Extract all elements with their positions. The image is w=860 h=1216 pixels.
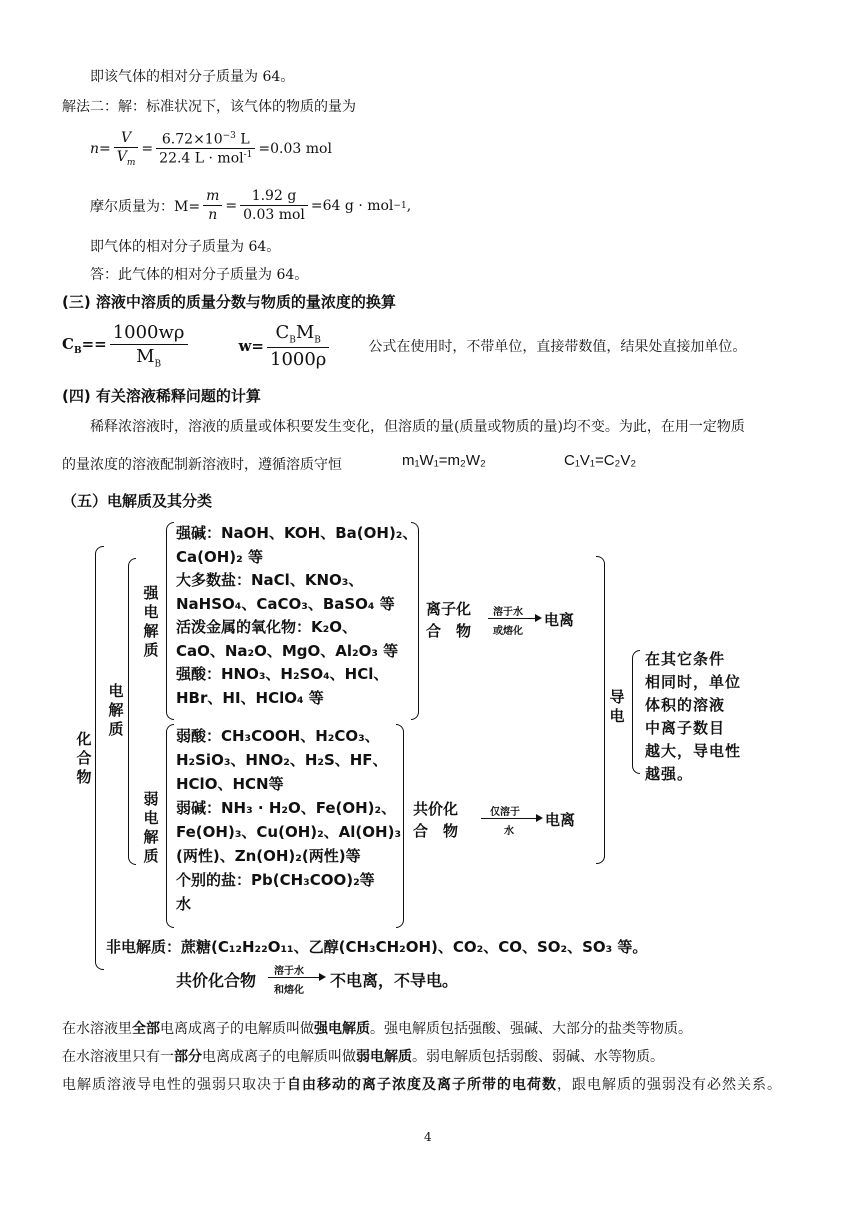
strong-item: 强酸：HNO₃、H₂SO₄、HCl、 (176, 665, 389, 683)
cb-sub: B (73, 346, 82, 357)
molar-mass-result: =64 g · mol (310, 197, 394, 214)
definition-conductivity (62, 1072, 812, 1098)
w-num-sub1: B (289, 335, 296, 346)
moles-frac1-den: V (116, 149, 127, 165)
weak-item: 个别的盐：Pb(CH₃COO)₂等 (176, 871, 375, 889)
w-num-sub2: B (314, 335, 321, 346)
page-number: 4 (424, 1130, 432, 1144)
moles-lhs: n= (90, 140, 111, 157)
covalent-line-2: 合 物 (413, 822, 459, 840)
molar-mass-equation: 摩尔质量为：M= $\frac{m}{n}$ = $\frac{1.92 g}{\text{0.03 mol}}$ =64 g · mol −1 , (90, 188, 412, 223)
weak-item: (两性)、Zn(OH)₂(两性)等 (176, 847, 361, 865)
electrolyte-brace (128, 558, 136, 865)
ionic-line-2: 合 物 (426, 622, 472, 640)
conduct-brace (596, 556, 605, 864)
mm-frac1-num: m (203, 188, 222, 206)
intro-line-5: 即气体的相对分子质量为 64。 (90, 239, 281, 255)
ionic-line-1: 离子化 (426, 600, 472, 618)
cb-fraction (110, 322, 188, 370)
def1-text-a: 在水溶液里 (62, 1021, 132, 1037)
nonel-arrow-top: 溶于水 (274, 966, 304, 977)
dilution-formula-1: m₁W₁=m₂W₂ (402, 452, 486, 469)
weak-right-brace (396, 724, 404, 928)
mm-frac2-num: 1.92 g (240, 188, 308, 206)
nonel-lhs: 共价化合物 (176, 971, 257, 990)
molar-mass-fraction-1 (203, 188, 222, 223)
conduct-note-line: 中离子数目 (645, 719, 726, 737)
def2-text-a: 在水溶液里只有一 (62, 1049, 174, 1065)
definition-strong (62, 1016, 812, 1042)
covalent-result: 电离 (545, 811, 576, 829)
weak-item: 水 (176, 895, 192, 913)
def3-text-c: ，跟电解质的强弱没有必然关系。 (557, 1077, 782, 1093)
moles-equation: n= $\frac{V}{V_m}$ = $\frac{6.72\times 10^{-3} L}{22.4 L \cdot mol^{-1}}$ =0.03 mol (90, 130, 332, 168)
def3-bold-b: 自由移动的离子浓度及离子所带的电荷数 (287, 1077, 557, 1093)
ionic-arrow (488, 618, 540, 619)
conduct-note-line: 越强。 (645, 765, 694, 783)
formula-note: 公式在使用时，不带单位，直接带数值，结果处直接加单位。 (368, 338, 747, 355)
weak-item: H₂SiO₃、HNO₂、H₂S、HF、 (176, 751, 388, 769)
weak-brace (166, 724, 174, 928)
intro-line-6: 答：此气体的相对分子质量为 64。 (90, 267, 309, 283)
w-num-mid: M (295, 322, 315, 343)
covalent-arrow (481, 818, 541, 819)
ionic-compound-label (426, 598, 471, 642)
def2-bold-b: 部分 (174, 1049, 202, 1065)
strong-item: 强碱：NaOH、KOH、Ba(OH)₂、 (176, 524, 418, 542)
mm-frac2-den: 0.03 mol (243, 207, 305, 223)
w-num: C (275, 322, 290, 343)
covalent-arrow-bottom: 水 (504, 826, 514, 837)
nonel-arrow (268, 977, 324, 978)
w-label: w= (238, 336, 264, 355)
strong-item: 活泼金属的氧化物：K₂O、 (176, 618, 357, 636)
nonel-arrow-bottom: 和熔化 (274, 985, 304, 996)
intro-line-2: 解法二：解：标准状况下，该气体的物质的量为 (62, 99, 356, 115)
intro-line-1: 即该气体的相对分子质量为 64。 (90, 69, 295, 85)
w-den: 1000ρ (270, 348, 327, 370)
weak-item: HClO、HCN等 (176, 775, 284, 793)
moles-fraction-1 (114, 130, 139, 168)
strong-label: 强电解质 (143, 584, 159, 659)
covalent-line-1: 共价化 (413, 800, 459, 818)
definition-weak (62, 1044, 812, 1070)
ionic-arrow-bottom: 或熔化 (493, 626, 523, 637)
w-fraction (267, 322, 329, 370)
root-label: 化合物 (76, 730, 92, 786)
weak-item: Fe(OH)₃、Cu(OH)₂、Al(OH)₃ (176, 823, 402, 841)
conduct-note-line: 越大，导电性 (645, 742, 742, 760)
molar-mass-label: 摩尔质量为：M= (90, 198, 201, 215)
dilution-formula-2: C₁V₁=C₂V₂ (564, 452, 637, 469)
strong-item: HBr、HI、HClO₄ 等 (176, 688, 324, 707)
molar-mass-result-sup: −1 (393, 200, 407, 211)
moles-fraction-2 (156, 131, 255, 167)
section-5-heading: （五）电解质及其分类 (62, 492, 213, 510)
covalent-arrow-top: 仅溶于 (490, 807, 520, 818)
cb-num: 1000wρ (110, 322, 188, 345)
conduct-label: 导电 (609, 688, 625, 725)
cb-den: M (136, 346, 155, 367)
weak-item: 弱酸：CH₃COOH、H₂CO₃、 (176, 727, 380, 745)
conduct-note-brace (632, 650, 640, 774)
strong-item: 大多数盐：NaCl、KNO₃、 (176, 571, 364, 589)
moles-frac1-num: V (114, 130, 139, 148)
strong-item: NaHSO₄、CaCO₃、BaSO₄ 等 (176, 594, 395, 613)
ionic-result: 电离 (544, 611, 575, 629)
moles-frac2-num-sup: −3 (222, 130, 236, 141)
nonelectrolyte-line: 非电解质：蔗糖(C₁₂H₂₂O₁₁、乙醇(CH₃CH₂OH)、CO₂、CO、SO₂、SO₃ 等。 (106, 938, 648, 956)
nonel-result: 不电离，不导电。 (330, 971, 459, 990)
dilution-para-line-2: 的量浓度的溶液配制新溶液时，遵循溶质守恒 (62, 457, 342, 473)
moles-frac1-den-sub: m (126, 157, 136, 168)
ionic-arrow-top: 溶于水 (493, 607, 523, 618)
mm-frac1-den: n (208, 207, 218, 223)
def1-text-e: 。强电解质包括强酸、强碱、大部分的盐类等物质。 (370, 1021, 692, 1037)
weak-items-list (176, 724, 401, 916)
moles-result: =0.03 mol (258, 140, 332, 157)
section-4-heading: (四) 有关溶液稀释问题的计算 (62, 387, 261, 405)
section-3-heading: (三) 溶液中溶质的质量分数与物质的量浓度的换算 (62, 293, 396, 311)
conduct-note-line: 体积的溶液 (645, 696, 726, 714)
moles-frac2-num: 6.72×10 (161, 131, 223, 148)
moles-frac2-num-unit: L (235, 131, 250, 148)
def3-text-a: 电解质溶液导电性的强弱只取决于 (62, 1077, 287, 1093)
def2-text-e: 。弱电解质包括弱酸、弱碱、水等物质。 (412, 1049, 664, 1065)
cb-eq: == (81, 335, 107, 354)
strong-items-list (176, 522, 417, 710)
def2-bold-d: 弱电解质 (356, 1049, 412, 1065)
conduct-note-line: 相同时，单位 (645, 673, 742, 691)
concentration-formula (62, 322, 746, 370)
strong-right-brace (411, 522, 419, 720)
strong-item: CaO、Na₂O、MgO、Al₂O₃ 等 (176, 641, 399, 660)
conduct-note (645, 648, 741, 786)
strong-brace (166, 522, 174, 720)
def1-text-c: 电离成离子的电解质叫做 (160, 1021, 314, 1037)
molar-mass-fraction-2 (240, 188, 308, 223)
def2-text-c: 电离成离子的电解质叫做 (202, 1049, 356, 1065)
molar-mass-result-tail: , (406, 197, 412, 214)
weak-label: 弱电解质 (143, 790, 159, 865)
conduct-note-line: 在其它条件 (645, 650, 726, 668)
electrolyte-label: 电解质 (108, 682, 124, 738)
covalent-compound-label (413, 798, 458, 842)
moles-frac2-den: 22.4 L · mol (159, 151, 244, 168)
cb-label: C (62, 335, 74, 354)
root-brace (95, 546, 104, 970)
def1-bold-b: 全部 (132, 1021, 160, 1037)
def1-bold-d: 强电解质 (314, 1021, 370, 1037)
dilution-para-line-1: 稀释浓溶液时，溶液的质量或体积要发生变化，但溶质的量(质量或物质的量)均不变。为此，在用一定物质 (90, 419, 745, 435)
strong-item: Ca(OH)₂ 等 (176, 547, 263, 566)
cb-den-sub: B (154, 359, 162, 370)
weak-item: 弱碱：NH₃ · H₂O、Fe(OH)₂、 (176, 799, 397, 817)
moles-frac2-den-sup: -1 (243, 150, 253, 161)
